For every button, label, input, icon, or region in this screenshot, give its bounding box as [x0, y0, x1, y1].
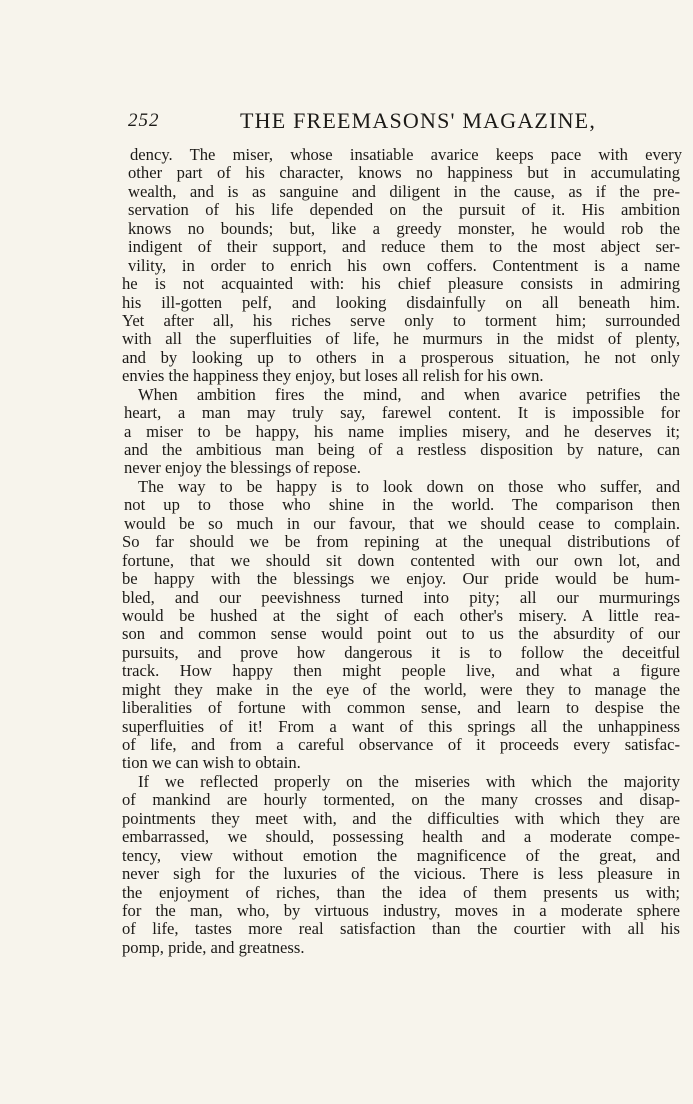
text-line: of life, tastes more real satisfaction than the courtier with all his	[122, 919, 680, 939]
text-line: not up to those who shine in the world. The comparison then	[124, 495, 680, 515]
text-line: dency. The miser, whose insatiable avarice keeps pace with every	[130, 145, 682, 164]
text-line: never enjoy the blessings of repose.	[124, 458, 361, 478]
text-line: tency, view without emotion the magnificence of the great, and	[122, 845, 680, 865]
body-text	[118, 145, 682, 957]
text-line: envies the happiness they enjoy, but loses all relish for his own.	[122, 366, 544, 386]
text-line: servation of his life depended on the pursuit of it. His ambition	[128, 200, 680, 220]
text-line: fortune, that we should sit down contented with our own lot, and	[122, 550, 680, 570]
text-line: the enjoyment of riches, than the idea of them presents us with;	[122, 882, 680, 902]
page-number: 252	[128, 110, 160, 131]
text-line: he is not acquainted with: his chief pleasure consists in admiring	[122, 274, 680, 294]
text-line: other part of his character, knows no happiness but in accumulating	[128, 163, 680, 183]
text-line: tion we can wish to obtain.	[122, 753, 301, 773]
text-line: bled, and our peevishness turned into pity; all our murmurings	[122, 587, 680, 607]
text-line: pointments they meet with, and the difficulties with which they are	[122, 808, 680, 828]
text-line: heart, a man may truly say, farewel content. It is impossible for	[124, 403, 680, 423]
text-line: superfluities of it! From a want of this springs all the unhappiness	[122, 716, 680, 736]
text-line: a miser to be happy, his name implies misery, and he deserves it;	[124, 421, 680, 441]
text-line: and by looking up to others in a prosperous situation, he not only	[122, 347, 680, 367]
text-line: be happy with the blessings we enjoy. Our pride would be hum-	[122, 569, 680, 589]
text-line: his ill-gotten pelf, and looking disdainfully on all beneath him.	[122, 292, 680, 312]
text-line: vility, in order to enrich his own coffers. Contentment is a name	[128, 255, 680, 275]
text-line: knows no bounds; but, like a greedy monster, he would rob the	[128, 218, 680, 238]
text-line: track. How happy then might people live, and what a figure	[122, 661, 680, 681]
text-line: So far should we be from repining at the unequal distributions of	[122, 532, 680, 552]
text-line: never sigh for the luxuries of the vicious. There is less pleasure in	[122, 864, 680, 884]
text-line: liberalities of fortune with common sense, and learn to despise the	[122, 698, 680, 718]
text-line: The way to be happy is to look down on those who suffer, and	[138, 476, 680, 496]
text-line: If we reflected properly on the miseries with which the majority	[138, 771, 680, 791]
text-line: of mankind are hourly tormented, on the many crosses and disap-	[122, 790, 680, 810]
page-header	[128, 108, 683, 138]
text-line: embarrassed, we should, possessing health and a moderate compe-	[122, 827, 680, 847]
running-title: THE FREEMASONS' MAGAZINE,	[240, 108, 597, 133]
text-line: pursuits, and prove how dangerous it is to follow the deceitful	[122, 642, 680, 662]
text-line: wealth, and is as sanguine and diligent in the cause, as if the pre-	[128, 181, 680, 201]
text-line: When ambition fires the mind, and when avarice petrifies the	[138, 384, 680, 404]
text-line: would be hushed at the sight of each other's misery. A little rea-	[122, 605, 680, 625]
text-line: might they make in the eye of the world, were they to manage the	[122, 679, 680, 699]
text-line: son and common sense would point out to us the absurdity of our	[122, 624, 680, 644]
text-line: and the ambitious man being of a restless disposition by nature, can	[124, 440, 680, 459]
text-line: for the man, who, by virtuous industry, moves in a moderate sphere	[122, 900, 680, 920]
text-line: would be so much in our favour, that we should cease to complain.	[124, 513, 680, 533]
text-line: of life, and from a careful observance of it proceeds every satisfac-	[122, 735, 680, 754]
text-line: Yet after all, his riches serve only to torment him; surrounded	[122, 310, 680, 330]
text-line: with all the superfluities of life, he murmurs in the midst of plenty,	[122, 329, 680, 349]
text-line: pomp, pride, and greatness.	[122, 937, 305, 957]
text-line: indigent of their support, and reduce them to the most abject ser-	[128, 237, 680, 257]
